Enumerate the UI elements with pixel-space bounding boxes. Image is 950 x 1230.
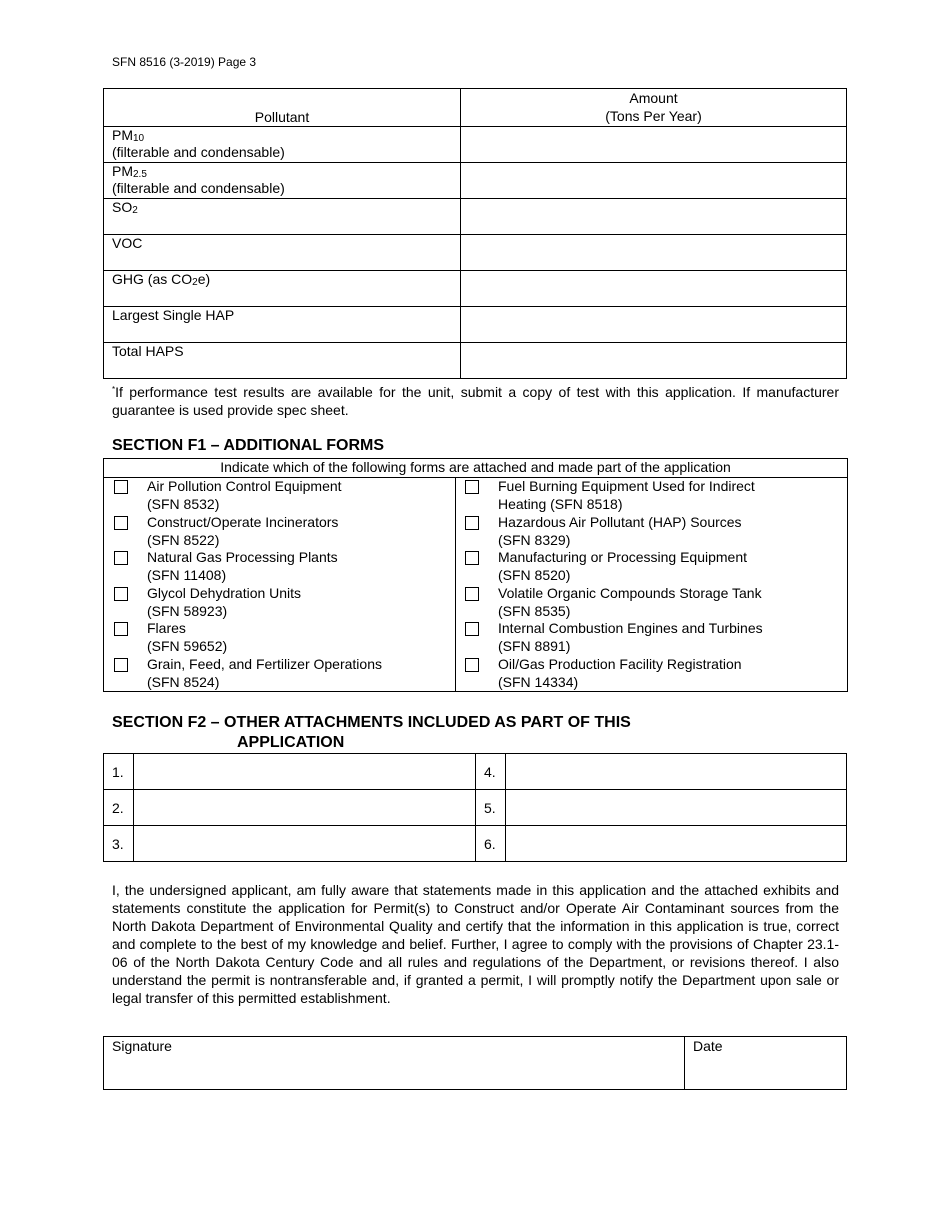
form-id: SFN 8516 (3-2019) Page 3: [112, 55, 257, 69]
form-name: Fuel Burning Equipment Used for Indirect: [498, 478, 755, 494]
amount-input-cell[interactable]: [461, 163, 847, 199]
pollutant-header: Pollutant: [104, 89, 461, 127]
amount-input-cell[interactable]: [461, 199, 847, 235]
pollutant-name: [112, 235, 452, 251]
attachment-number: 3.: [104, 826, 134, 862]
form-label: [498, 548, 747, 584]
pollutant-cell: [104, 127, 461, 163]
form-checkbox[interactable]: [465, 658, 479, 672]
form-label: [147, 584, 301, 620]
signature-row: [104, 1037, 847, 1090]
section-f2-title-line1: SECTION F2 – OTHER ATTACHMENTS INCLUDED AS PART OF THIS: [112, 714, 631, 731]
attachment-row: [104, 754, 847, 790]
amount-input-cell[interactable]: [461, 343, 847, 379]
pollutant-name-text: PM: [112, 127, 133, 143]
pollutant-suffix: e): [197, 271, 211, 287]
forms-column-divider: [455, 477, 456, 692]
attachment-row: [104, 790, 847, 826]
form-sfn-number: (SFN 8522): [147, 531, 220, 548]
amount-input-cell[interactable]: [461, 271, 847, 307]
attachment-row: [104, 826, 847, 862]
form-label: [147, 548, 338, 584]
emissions-row: [104, 163, 847, 199]
date-label: Date: [693, 1038, 723, 1054]
form-name: Flares: [147, 620, 186, 636]
attachment-input[interactable]: [134, 790, 476, 826]
pollutant-name: [112, 199, 452, 216]
form-name: Air Pollution Control Equipment: [147, 478, 342, 494]
form-label: [498, 477, 755, 513]
attachment-input[interactable]: [506, 826, 847, 862]
pollutant-note: (filterable and condensable): [112, 180, 285, 196]
pollutant-cell: [104, 271, 461, 307]
form-checkbox[interactable]: [465, 551, 479, 565]
certification-statement: I, the undersigned applicant, am fully aware that statements made in this application and the attached exhibits and statements constitute the application for Permit(s) to Construct and/or Operate Air Contaminant sources from the North Dakota Department of Environmental Quality and certify that the information in this application is true, correct and complete to the best of my knowledge and belief. Further, I agree to comply with the provisions of Chapter 23.1-06 of the North Dakota Century Code and all rules and regulations of the Department, or revisions thereof. I also understand the permit is nontransferable and, if granted a permit, I will promptly notify the Department upon sale or legal transfer of this permitted establishment.: [112, 882, 839, 1006]
amount-header-line2: (Tons Per Year): [605, 108, 702, 124]
form-label: [147, 513, 338, 549]
amount-header-line1: Amount: [629, 90, 678, 106]
form-checkbox[interactable]: [114, 622, 128, 636]
pollutant-cell: [104, 307, 461, 343]
attachment-input[interactable]: [506, 790, 847, 826]
pollutant-subscript: 2.5: [133, 169, 147, 180]
form-name: Hazardous Air Pollutant (HAP) Sources: [498, 513, 742, 530]
form-sfn-number: (SFN 11408): [147, 567, 227, 583]
signature-label: Signature: [112, 1038, 172, 1054]
footnote-marker: *: [112, 385, 116, 394]
form-sfn-number: (SFN 8891): [498, 638, 571, 654]
amount-input-cell[interactable]: [461, 127, 847, 163]
pollutant-cell: [104, 163, 461, 199]
form-sfn-number: (SFN 8329): [498, 531, 571, 548]
pollutant-cell: [104, 235, 461, 271]
amount-input-cell[interactable]: [461, 307, 847, 343]
form-checkbox[interactable]: [114, 551, 128, 565]
emissions-row: [104, 271, 847, 307]
attachment-number: 4.: [476, 754, 506, 790]
form-sfn-number: (SFN 8532): [147, 496, 220, 512]
section-f1-title: SECTION F1 – ADDITIONAL FORMS: [112, 437, 385, 454]
emissions-row: [104, 199, 847, 235]
form-checkbox[interactable]: [465, 622, 479, 636]
form-name: Oil/Gas Production Facility Registration: [498, 655, 742, 672]
footnote: [112, 381, 839, 419]
emissions-row: [104, 343, 847, 379]
form-sfn-number: (SFN 8535): [498, 602, 571, 619]
form-checkbox[interactable]: [465, 587, 479, 601]
pollutant-name-text: VOC: [112, 235, 143, 251]
attachment-input[interactable]: [506, 754, 847, 790]
attachment-number: 5.: [476, 790, 506, 826]
form-label: [498, 513, 742, 549]
pollutant-cell: [104, 343, 461, 379]
pollutant-name: [112, 127, 452, 144]
form-checkbox[interactable]: [465, 480, 479, 494]
section-f2-title-line2: APPLICATION: [237, 734, 345, 751]
form-sfn-number: (SFN 8520): [498, 567, 571, 583]
pollutant-cell: [104, 199, 461, 235]
form-name: Natural Gas Processing Plants: [147, 549, 338, 565]
form-sfn-number: (SFN 8524): [147, 673, 220, 690]
attachment-number: 1.: [104, 754, 134, 790]
form-name: Construct/Operate Incinerators: [147, 513, 339, 530]
form-sfn-number: (SFN 14334): [498, 673, 579, 690]
section-f2-title: [112, 713, 631, 753]
form-name: Glycol Dehydration Units: [147, 584, 302, 601]
form-checkbox[interactable]: [114, 516, 128, 530]
signature-field[interactable]: [104, 1037, 685, 1090]
form-label: [498, 584, 762, 620]
pollutant-name-text: SO: [112, 199, 133, 215]
pollutant-subscript: 10: [133, 133, 145, 144]
form-label: [147, 655, 382, 691]
pollutant-name: [112, 307, 452, 323]
attachment-input[interactable]: [134, 754, 476, 790]
form-name: Grain, Feed, and Fertilizer Operations: [147, 655, 382, 672]
attachment-number: 6.: [476, 826, 506, 862]
attachment-number: 2.: [104, 790, 134, 826]
form-sfn-number: Heating (SFN 8518): [498, 496, 623, 512]
pollutant-name-text: Total HAPS: [112, 343, 184, 359]
form-name: Internal Combustion Engines and Turbines: [498, 620, 763, 636]
pollutant-name-text: GHG (as CO: [112, 271, 193, 287]
form-checkbox[interactable]: [114, 480, 128, 494]
pollutant-name: [112, 343, 452, 359]
emissions-row: [104, 127, 847, 163]
emissions-header-row: [104, 89, 847, 127]
pollutant-name-text: PM: [112, 163, 133, 179]
pollutant-note: (filterable and condensable): [112, 144, 285, 160]
form-name: Volatile Organic Compounds Storage Tank: [498, 584, 762, 601]
pollutant-name: [112, 163, 452, 180]
form-name: Manufacturing or Processing Equipment: [498, 549, 748, 565]
signature-table: [103, 1036, 847, 1090]
form-sfn-number: (SFN 59652): [147, 638, 228, 654]
emissions-row: [104, 235, 847, 271]
attachments-table: [103, 753, 847, 862]
form-label: [147, 477, 342, 513]
emissions-table: [103, 88, 847, 379]
form-label: [498, 619, 763, 655]
form-checkbox[interactable]: [465, 516, 479, 530]
footnote-text: If performance test results are available for the unit, submit a copy of test with this application. If manufacturer guarantee is used provide spec sheet.: [112, 384, 839, 418]
forms-instruction: Indicate which of the following forms are attached and made part of the application: [104, 459, 847, 478]
additional-forms-box: [103, 458, 848, 692]
attachment-input[interactable]: [134, 826, 476, 862]
form-checkbox[interactable]: [114, 658, 128, 672]
amount-input-cell[interactable]: [461, 235, 847, 271]
amount-header: [461, 89, 847, 127]
date-field[interactable]: [685, 1037, 847, 1090]
emissions-row: [104, 307, 847, 343]
form-sfn-number: (SFN 58923): [147, 602, 228, 619]
form-checkbox[interactable]: [114, 587, 128, 601]
pollutant-name-text: Largest Single HAP: [112, 307, 235, 323]
pollutant-name: [112, 271, 452, 288]
form-label: [498, 655, 742, 691]
pollutant-subscript: 2: [132, 205, 138, 216]
pollutant-subscript: 2: [192, 277, 198, 288]
form-label: [147, 619, 227, 655]
